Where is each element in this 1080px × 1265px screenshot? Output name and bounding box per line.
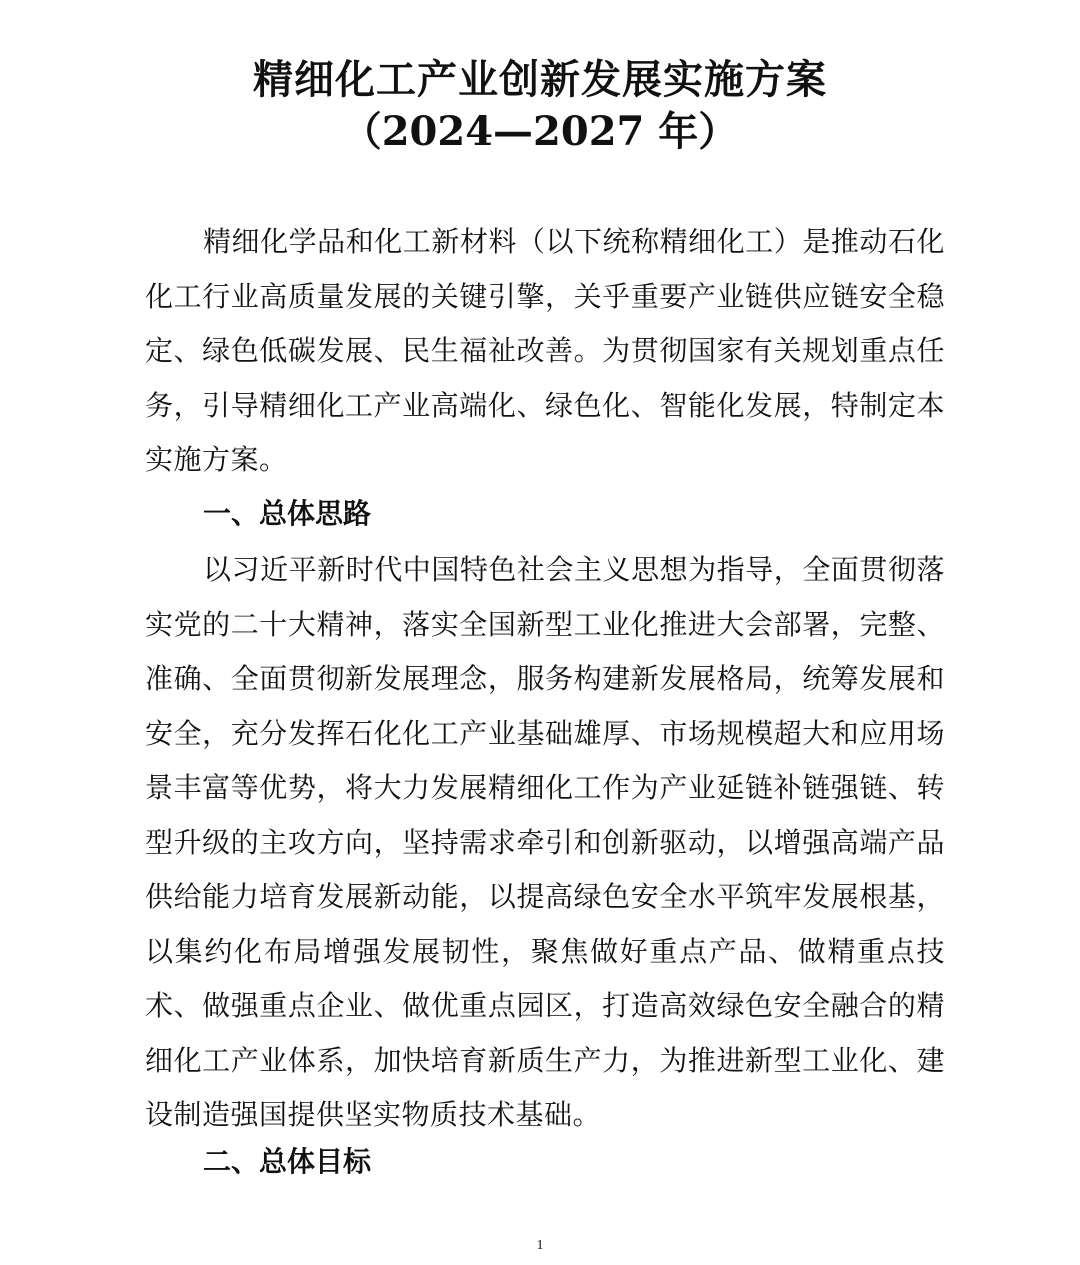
- section-heading-general-approach: 一、总体思路: [203, 497, 372, 530]
- document-subtitle: （2024—2027 年）: [341, 108, 739, 155]
- page-number: 1: [536, 1238, 544, 1253]
- section-heading-general-goals: 二、总体目标: [203, 1145, 372, 1178]
- intro-paragraph: 精细化学品和化工新材料（以下统称精细化工）是推动石化化工行业高质量发展的关键引擎，关乎重要产业链供应链安全稳定、绿色低碳发展、民生福祉改善。为贯彻国家有关规划重点任务，引导精细化工产业高端化、绿色化、智能化发展，特制定本实施方案。: [145, 225, 945, 476]
- general-approach-paragraph: 以习近平新时代中国特色社会主义思想为指导，全面贯彻落实党的二十大精神，落实全国新型工业化推进大会部署，完整、准确、全面贯彻新发展理念，服务构建新发展格局，统筹发展和安全，充分发挥石化化工产业基础雄厚、市场规模超大和应用场景丰富等优势，将大力发展精细化工作为产业延链补链强链、转型升级的主攻方向，坚持需求牵引和创新驱动，以增强高端产品供给能力培育发展新动能，以提高绿色安全水平筑牢发展根基，以集约化布局增强发展韧性，聚焦做好重点产品、做精重点技术、做强重点企业、做优重点园区，打造高效绿色安全融合的精细化工产业体系，加快培育新质生产力，为推进新型工业化、建设制造强国提供坚实物质技术基础。: [145, 553, 945, 1131]
- document-title: 精细化工产业创新发展实施方案: [253, 56, 827, 103]
